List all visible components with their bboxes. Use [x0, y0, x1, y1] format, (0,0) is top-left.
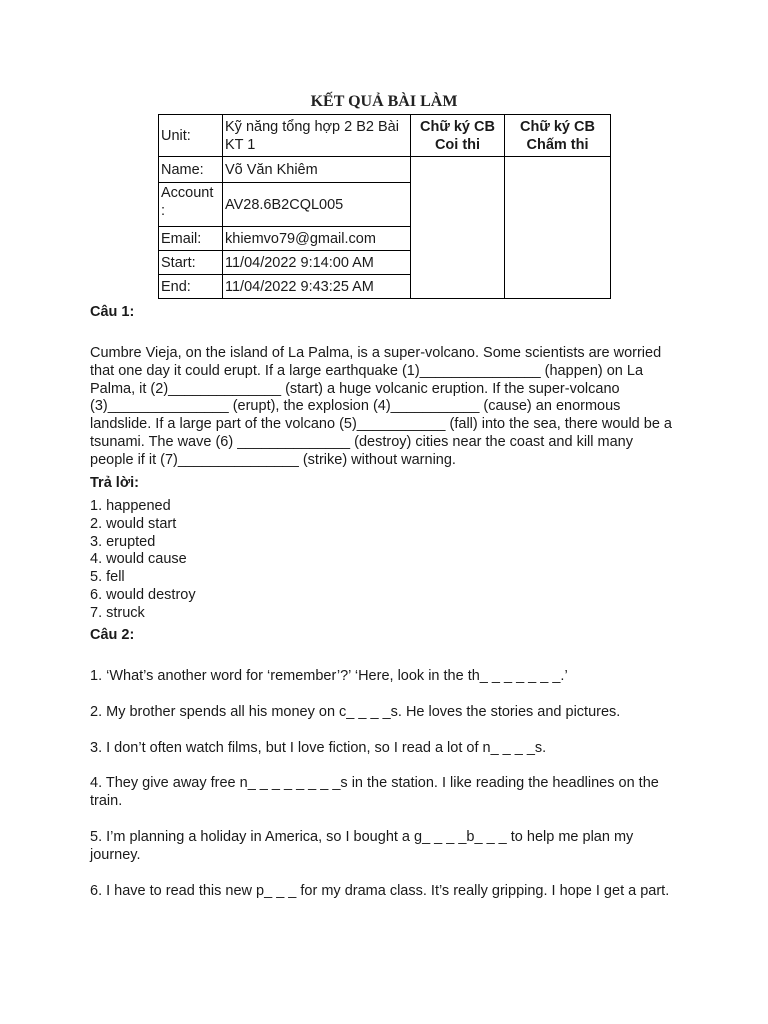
- name-value: Võ Văn Khiêm: [223, 157, 411, 183]
- page-title: KẾT QUẢ BÀI LÀM: [310, 93, 458, 110]
- account-label: Account :: [159, 183, 223, 227]
- proctor-signature-box: [411, 157, 505, 299]
- grader-signature-line1: Chữ ký CB: [520, 118, 595, 135]
- answer-item: 2. would start: [90, 515, 177, 532]
- proctor-signature-header: [411, 115, 505, 157]
- question-2-item: 1. ‘What’s another word for ‘remember’?’ ‘Here, look in the th_ _ _ _ _ _ _.’: [90, 668, 568, 684]
- question-2-item: 4. They give away free n_ _ _ _ _ _ _ _s in the station. I like reading the headlines on the train.: [90, 775, 659, 809]
- account-value: AV28.6B2CQL005: [223, 183, 411, 227]
- email-label: Email:: [159, 227, 223, 251]
- email-value: khiemvo79@gmail.com: [223, 227, 411, 251]
- question-2-item: 6. I have to read this new p_ _ _ for my drama class. It’s really gripping. I hope I get a part.: [90, 883, 670, 899]
- unit-label: Unit:: [159, 115, 223, 157]
- start-value: 11/04/2022 9:14:00 AM: [223, 251, 411, 275]
- answer-heading: Trả lời:: [90, 475, 139, 491]
- proctor-signature-line2: Coi thi: [434, 136, 481, 153]
- question-1-passage: Cumbre Vieja, on the island of La Palma, is a super-volcano. Some scientists are worried that one day it could erupt. If a large earthquake (1)_______________ (happen) on La Palma, it (2)______________ (start) a huge volcanic eruption. If the super-volcano (3)_______________ (erupt), the explosion (4)___________ (cause) an enormous landslide. If a large part of the volcano (5)___________ (fall) into the sea, there would be a tsunami. The wave (6) ______________ (destroy) cities near the coast and kill many people if it (7)_______________ (strike) without warning.: [90, 345, 672, 468]
- question-2-item: 5. I’m planning a holiday in America, so I bought a g_ _ _ _b_ _ _ to help me plan my journey.: [90, 829, 634, 863]
- answer-item: 7. struck: [90, 604, 145, 621]
- unit-value: Kỹ năng tổng hợp 2 B2 Bài KT 1: [223, 115, 411, 157]
- question-2-item: 3. I don’t often watch films, but I love fiction, so I read a lot of n_ _ _ _s.: [90, 740, 547, 756]
- answer-item: 4. would cause: [90, 551, 187, 568]
- proctor-signature-line1: Chữ ký CB: [420, 118, 495, 135]
- grader-signature-box: [505, 157, 611, 299]
- answer-item: 6. would destroy: [90, 586, 196, 603]
- grader-signature-line2: Chấm thi: [526, 136, 589, 153]
- answer-item: 3. erupted: [90, 533, 156, 550]
- question-2-item: 2. My brother spends all his money on c_ _ _ _s. He loves the stories and pictures.: [90, 704, 621, 720]
- start-label: Start:: [159, 251, 223, 275]
- name-label: Name:: [159, 157, 223, 183]
- grader-signature-header: [505, 115, 611, 157]
- end-label: End:: [159, 275, 223, 299]
- end-value: 11/04/2022 9:43:25 AM: [223, 275, 411, 299]
- question-2-heading: Câu 2:: [90, 627, 135, 643]
- answer-list: [90, 498, 680, 623]
- question-1-heading: Câu 1:: [90, 304, 135, 320]
- answer-item: 1. happened: [90, 498, 171, 514]
- info-table: [158, 114, 611, 299]
- answer-item: 5. fell: [90, 569, 125, 586]
